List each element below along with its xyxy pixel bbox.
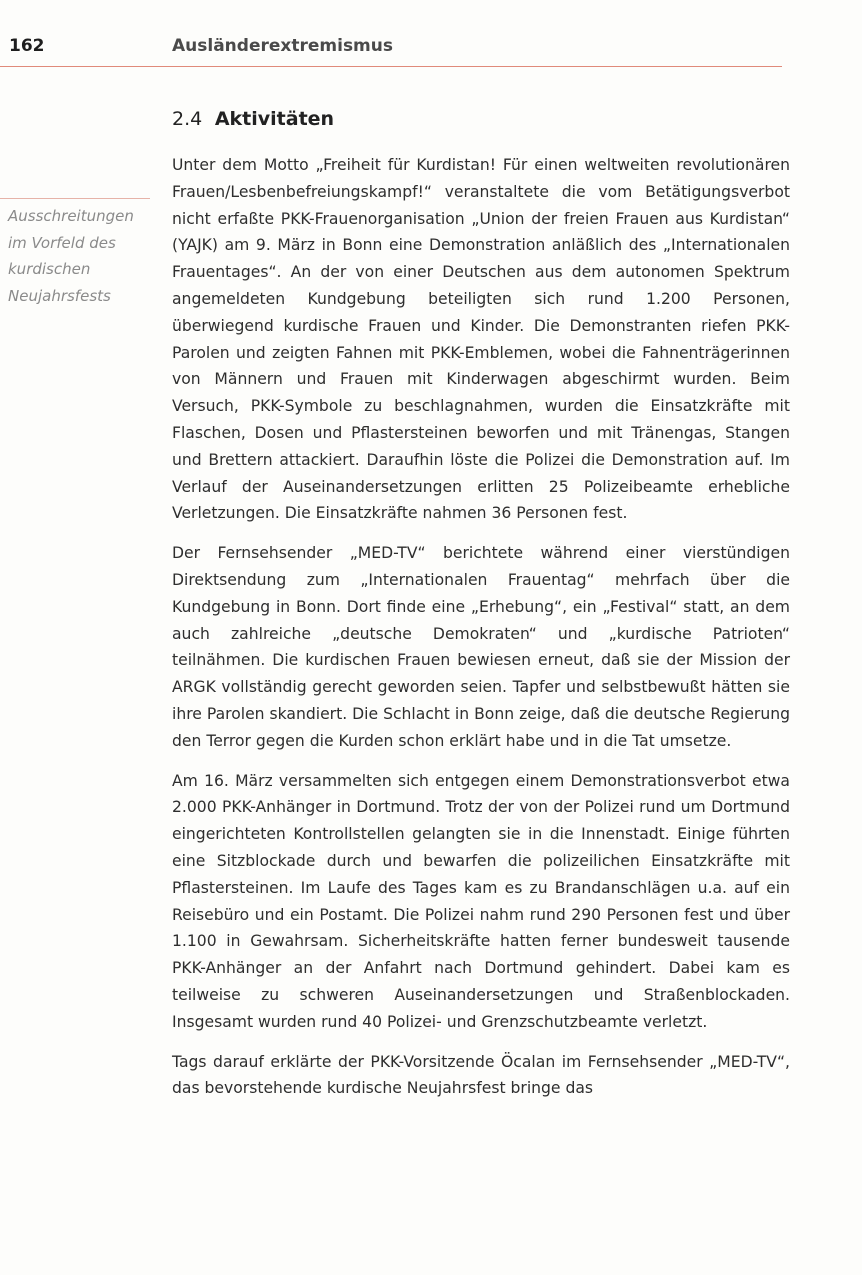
paragraph: Tags darauf erklärte der PKK-Vorsitzende Öcalan im Fernsehsender „MED-TV“, das bevorstehende kurdische Neujahrsfest bringe das — [172, 1052, 790, 1098]
paragraph: Am 16. März versammelten sich entgegen einem Demonstrationsverbot etwa 2.000 PKK-Anhänger in Dortmund. Trotz der von der Polizei rund um Dortmund eingerichteten Kontrollstellen gelangten sie in die Innenstadt. Einige führten eine Sitzblockade durch und bewarfen die polizeilichen Einsatzkräfte mit Pflastersteinen. Im Laufe des Tages kam es zu Brandanschlägen u.a. auf ein Reisebüro und ein Postamt. Die Polizei nahm rund 290 Personen fest und über 1.100 in Gewahrsam. Sicherheitskräfte hatten ferner bundesweit tausende PKK-Anhänger an der Anfahrt nach Dortmund gehindert. Dabei kam es teilweise zu schweren Auseinandersetzungen und Straßenblockaden. Insgesamt wurden rund 40 Polizei- und Grenzschutzbeamte verletzt. — [172, 771, 790, 1031]
margin-note-rule — [0, 198, 150, 199]
main-content — [172, 108, 790, 1115]
section-title: Aktivitäten — [214, 108, 335, 130]
page-number: 162 — [9, 36, 45, 56]
running-title: Ausländerextremismus — [172, 36, 393, 56]
paragraph: Der Fernsehsender „MED-TV“ berichtete während einer vierstündigen Direktsendung zum „Internationalen Frauentag“ mehrfach über die Kundgebung in Bonn. Dort finde eine „Erhebung“, ein „Festival“ statt, an dem auch zahlreiche „deutsche Demokraten“ und „kurdische Patrioten“ teilnähmen. Die kurdischen Frauen bewiesen erneut, daß sie der Mission der ARGK vollständig gerecht geworden seien. Tapfer und selbstbewußt hätten sie ihre Parolen skandiert. Die Schlacht in Bonn zeige, daß die deutsche Regierung den Terror gegen die Kurden schon erklärt habe und in die Tat umsetze. — [172, 544, 790, 750]
margin-note: Ausschreitungen im Vorfeld des kurdischen Neujahrsfests — [8, 207, 134, 305]
section-heading — [172, 108, 790, 130]
section-number: 2.4 — [172, 108, 203, 130]
paragraph: Unter dem Motto „Freiheit für Kurdistan! Für einen weltweiten revolutionären Frauen/Lesbenbefreiungskampf!“ veranstaltete die vom Betätigungsverbot nicht erfaßte PKK-Frauenorganisation „Union der freien Frauen aus Kurdistan“ (YAJK) am 9. März in Bonn eine Demonstration anläßlich des „Internationalen Frauentages“. An der von einer Deutschen aus dem autonomen Spektrum angemeldeten Kundgebung beteiligten sich rund 1.200 Personen, überwiegend kurdische Frauen und Kinder. Die Demonstranten riefen PKK-Parolen und zeigten Fahnen mit PKK-Emblemen, wobei die Fahnenträgerinnen von Männern und Frauen mit Kinderwagen abgeschirmt wurden. Beim Versuch, PKK-Symbole zu beschlagnahmen, wurden die Einsatzkräfte mit Flaschen, Dosen und Pflastersteinen beworfen und mit Tränengas, Stangen und Brettern attackiert. Daraufhin löste die Polizei die Demonstration auf. Im Verlauf der Auseinandersetzungen erlitten 25 Polizeibeamte erhebliche Verletzungen. Die Einsatzkräfte nahmen 36 Personen fest. — [172, 156, 790, 523]
page-header — [0, 36, 780, 66]
header-rule — [0, 66, 782, 67]
